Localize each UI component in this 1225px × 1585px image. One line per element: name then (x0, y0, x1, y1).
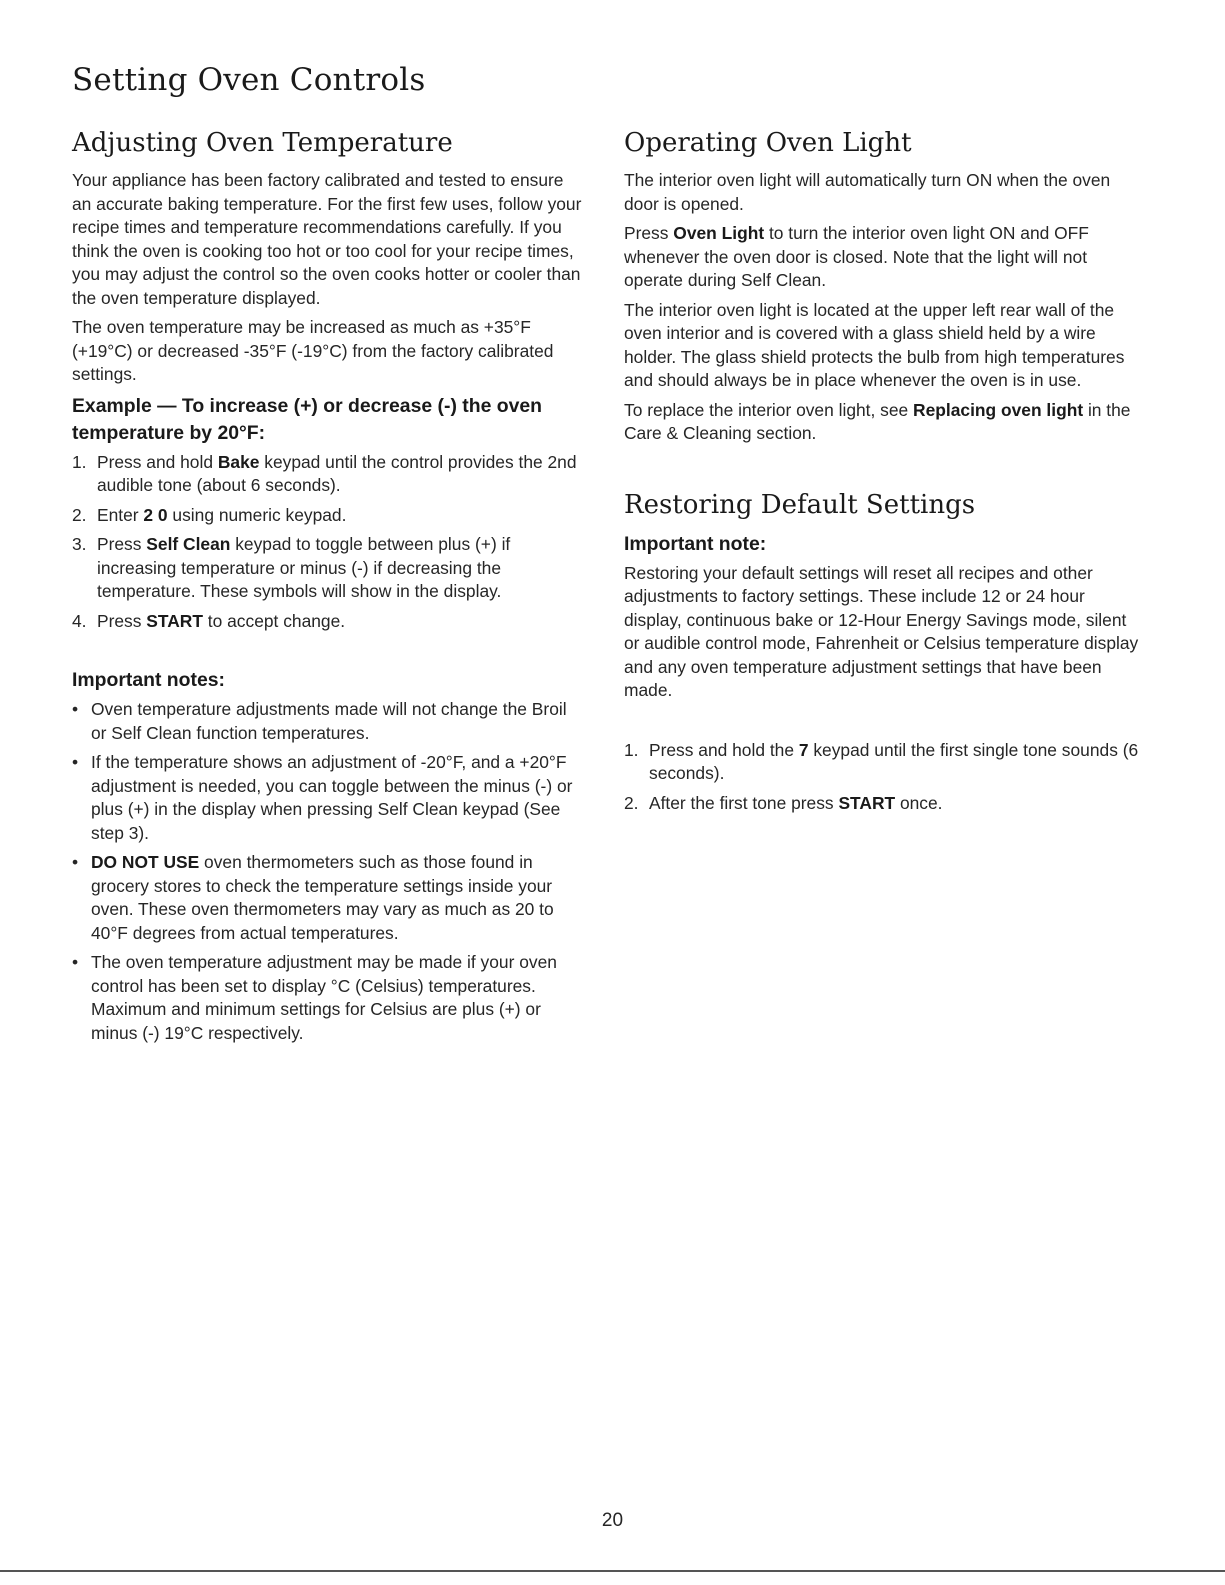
step-text: keypad until the control provides the 2nd audible tone (about 6 seconds). (97, 451, 577, 496)
adjusting-step-2 (72, 504, 582, 528)
important-notes-list (72, 698, 582, 1045)
note-text: oven thermometers such as those found in grocery stores to check the temperature settings inside your oven. These oven thermometers may vary as much as 20 to 40°F degrees from actual temperatures. (91, 852, 554, 943)
operating-light-heading: Operating Oven Light (624, 128, 912, 158)
step-text: Press (97, 610, 147, 631)
note-item-3 (72, 851, 582, 945)
adjusting-temperature-heading: Adjusting Oven Temperature (72, 128, 453, 158)
note-keyword: DO NOT USE (91, 852, 200, 873)
bullet-icon: • (72, 952, 79, 973)
step-keyword: Bake (217, 451, 260, 472)
step-text: Press and hold (97, 451, 218, 472)
paragraph-text: To replace the interior oven light, see (624, 399, 914, 420)
restore-steps-list (624, 739, 1144, 816)
step-number: 1. (624, 739, 639, 760)
paragraph-text: to turn the interior oven light ON and OFF whenever the oven door is closed. Note that the light will not operate during Self Clean. (624, 223, 1089, 291)
note-item-4 (72, 951, 582, 1045)
page-title: Setting Oven Controls (72, 62, 426, 98)
note-text: If the temperature shows an adjustment of -20°F, and a +20°F adjustment is needed, you can toggle between the minus (-) or plus (+) in the display when pressing Self Clean keypad (See step 3). (91, 752, 573, 843)
bullet-icon: • (72, 852, 79, 873)
bullet-icon: • (72, 699, 79, 720)
step-number: 3. (72, 534, 87, 555)
step-text: to accept change. (202, 610, 346, 631)
right-column (624, 118, 1144, 821)
note-text: Oven temperature adjustments made will not change the Broil or Self Clean function temperatures. (91, 699, 567, 743)
adjusting-step-1 (72, 451, 582, 498)
step-keyword: Self Clean (146, 534, 231, 555)
adjusting-range-paragraph: The oven temperature may be increased as much as +35°F (+19°C) or decreased -35°F (-19°C) from the factory calibrated settings. (72, 317, 554, 385)
restore-paragraph: Restoring your default settings will reset all recipes and other adjustments to factory settings. These include 12 or 24 hour display, continuous bake or 12-Hour Energy Savings mode, silent or audible control mode, Fahrenheit or Celsius temperature display and any oven temperature adjustment settings that have been made. (624, 562, 1139, 701)
step-number: 4. (72, 610, 87, 631)
step-number: 2. (624, 792, 639, 813)
restore-step-1 (624, 739, 1144, 786)
step-keyword: 7 (798, 739, 809, 760)
step-keyword: 2 0 (143, 504, 168, 525)
step-text: Enter (97, 504, 144, 525)
left-column (72, 118, 582, 1051)
adjusting-intro-paragraph: Your appliance has been factory calibrated and tested to ensure an accurate baking temperature. For the first few uses, follow your recipe times and temperature recommendations carefully. If you think the oven is cooking too hot or too cool for your recipe times, you may adjust the control so the oven cooks hotter or cooler than the oven temperature displayed. (72, 170, 582, 308)
important-notes-heading: Important notes: (72, 669, 225, 692)
paragraph-text: Press (624, 223, 674, 244)
step-number: 2. (72, 504, 87, 525)
adjusting-steps-list (72, 451, 582, 634)
restore-step-2 (624, 792, 1144, 816)
step-text: keypad to toggle between plus (+) if increasing temperature or minus (-) if decreasing the temperature. These symbols will show in the display. (97, 534, 511, 602)
step-keyword: START (838, 792, 896, 813)
step-text: keypad until the first single tone sounds (6 seconds). (649, 739, 1139, 784)
paragraph-text: in the Care & Cleaning section. (624, 399, 1131, 444)
adjusting-step-3 (72, 533, 582, 604)
light-press-paragraph (624, 222, 1144, 293)
bullet-icon: • (72, 752, 79, 773)
light-replace-paragraph (624, 399, 1144, 446)
page-number: 20 (601, 1510, 624, 1531)
note-item-1 (72, 698, 582, 745)
restoring-defaults-heading: Restoring Default Settings (624, 489, 976, 520)
note-item-2 (72, 751, 582, 845)
important-note-heading: Important note: (624, 532, 767, 555)
adjusting-step-4 (72, 610, 582, 634)
step-keyword: START (146, 610, 203, 631)
step-text: After the first tone press (649, 792, 839, 813)
step-text: Press (97, 534, 147, 555)
bottom-rule (0, 1570, 1225, 1572)
step-text: Press and hold the (649, 739, 799, 760)
step-number: 1. (72, 451, 87, 472)
example-heading: Example — To increase (+) or decrease (-) the oven temperature by 20°F: (72, 394, 543, 444)
step-text: using numeric keypad. (167, 504, 347, 525)
step-text: once. (895, 792, 943, 813)
note-text: The oven temperature adjustment may be made if your oven control has been set to display °C (Celsius) temperatures. Maximum and minimum settings for Celsius are plus (+) or minus (-) 19°C respectively. (91, 952, 557, 1043)
light-location-paragraph: The interior oven light is located at the upper left rear wall of the oven interior and is covered with a glass shield held by a wire holder. The glass shield protects the bulb from high temperatures and should always be in place whenever the oven is in use. (624, 299, 1125, 391)
oven-light-keyword: Oven Light (673, 223, 765, 244)
replacing-oven-light-reference: Replacing oven light (913, 399, 1084, 420)
light-auto-paragraph: The interior oven light will automatically turn ON when the oven door is opened. (624, 170, 1111, 214)
